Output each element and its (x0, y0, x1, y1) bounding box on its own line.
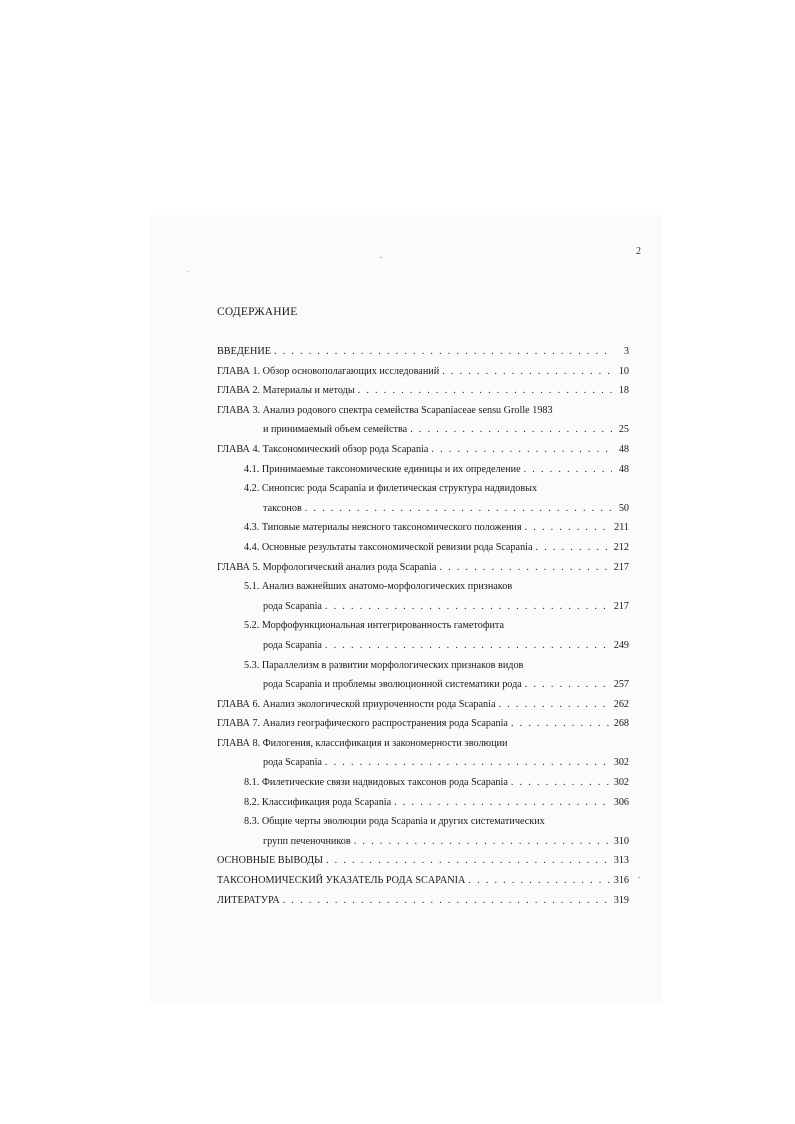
scan-speck (380, 257, 382, 258)
toc-entry-page: 302 (613, 757, 629, 769)
toc-entry (217, 832, 629, 852)
toc-entry-page: 310 (613, 835, 629, 847)
toc-entry-page: 10 (618, 365, 629, 377)
toc-entry (217, 597, 629, 617)
toc-dot-leader (305, 499, 612, 519)
toc-entry-title: групп печеночников (263, 835, 351, 847)
toc-entry (217, 714, 629, 734)
toc-entry-page: 262 (613, 698, 629, 710)
toc-dot-leader (431, 440, 612, 460)
toc-entry-title: ГЛАВА 3. Анализ родового спектра семейства Scapaniaceae sensu Grolle 1983 (217, 404, 553, 416)
toc-entry (217, 558, 629, 578)
toc-entry (217, 401, 629, 421)
toc-dot-leader (511, 773, 611, 793)
toc-entry (217, 342, 629, 362)
toc-entry-title: ГЛАВА 2. Материалы и методы (217, 385, 355, 397)
toc-entry-title: ГЛАВА 5. Морфологический анализ рода Scapania (217, 561, 437, 573)
toc-entry-page: 302 (613, 777, 629, 789)
table-of-contents (217, 342, 629, 910)
toc-entry-title: ГЛАВА 7. Анализ географического распространения рода Scapania (217, 718, 508, 730)
toc-entry-page: 18 (618, 385, 629, 397)
toc-dot-leader (536, 538, 611, 558)
toc-entry-title: рода Scapania (263, 757, 322, 769)
toc-dot-leader (326, 851, 611, 871)
toc-dot-leader (439, 558, 610, 578)
toc-entry (217, 773, 629, 793)
toc-entry-title: 5.3. Параллелизм в развитии морфологических признаков видов (244, 659, 524, 671)
toc-entry-title: ГЛАВА 6. Анализ экологической приуроченности рода Scapania (217, 698, 496, 710)
toc-entry-page: 217 (613, 600, 629, 612)
toc-entry-title: 4.2. Синопсис рода Scapania и филетическая структура надвидовых (244, 483, 538, 495)
toc-dot-leader (468, 871, 610, 891)
toc-entry-title: рода Scapania (263, 639, 322, 651)
toc-entry (217, 518, 629, 538)
toc-entry-title: рода Scapania и проблемы эволюционной систематики рода (263, 679, 522, 691)
toc-entry (217, 656, 629, 676)
toc-dot-leader (498, 695, 610, 715)
toc-entry-title: ГЛАВА 1. Обзор основополагающих исследований (217, 365, 440, 377)
toc-entry (217, 362, 629, 382)
toc-entry-title: ГЛАВА 4. Таксономический обзор рода Scapania (217, 443, 429, 455)
toc-entry-page: 319 (613, 894, 629, 906)
toc-entry-title: 8.3. Общие черты эволюции рода Scapania и других систематических (244, 816, 545, 828)
toc-entry-title: 4.3. Типовые материалы неясного таксономического положения (244, 522, 522, 534)
toc-dot-leader (283, 891, 611, 911)
toc-entry-page: 212 (613, 541, 629, 553)
toc-entry (217, 577, 629, 597)
toc-entry (217, 499, 629, 519)
toc-entry (217, 812, 629, 832)
toc-entry-page: 257 (613, 679, 629, 691)
toc-entry (217, 734, 629, 754)
toc-entry-title: 8.1. Филетические связи надвидовых таксонов рода Scapania (244, 777, 508, 789)
toc-entry-page: 211 (614, 522, 629, 534)
toc-entry (217, 460, 629, 480)
toc-entry-title: 8.2. Классификация рода Scapania (244, 796, 392, 808)
toc-entry-page: 313 (613, 855, 629, 867)
toc-dot-leader (525, 518, 612, 538)
toc-entry (217, 636, 629, 656)
toc-entry-page: 3 (623, 346, 629, 357)
toc-entry-title: ОСНОВНЫЕ ВЫВОДЫ (217, 855, 323, 867)
scan-speck (187, 271, 188, 272)
toc-entry-page: 50 (618, 502, 629, 514)
toc-dot-leader (274, 342, 612, 362)
toc-entry (217, 538, 629, 558)
toc-heading: СОДЕРЖАНИЕ (217, 306, 298, 318)
toc-entry (217, 675, 629, 695)
toc-dot-leader (354, 832, 611, 852)
toc-entry (217, 851, 629, 871)
toc-entry (217, 616, 629, 636)
toc-entry-title: ЛИТЕРАТУРА (217, 894, 280, 906)
toc-entry (217, 420, 629, 440)
toc-entry-title: 5.2. Морфофункциональная интегрированность гаметофита (244, 620, 504, 632)
toc-entry-page: 48 (618, 443, 629, 455)
toc-dot-leader (325, 753, 611, 773)
scan-speck (638, 877, 640, 878)
toc-entry-page: 316 (613, 875, 629, 887)
toc-dot-leader (358, 381, 612, 401)
toc-entry-title: и принимаемый объем семейства (263, 424, 408, 436)
toc-dot-leader (524, 460, 612, 480)
toc-entry-title: таксонов (263, 502, 302, 514)
toc-entry-title: рода Scapania (263, 600, 322, 612)
toc-entry-page: 306 (613, 796, 629, 808)
toc-entry (217, 381, 629, 401)
toc-entry-title: ВВЕДЕНИЕ (217, 346, 271, 357)
toc-dot-leader (325, 597, 611, 617)
page-number: 2 (636, 246, 641, 257)
toc-entry-page: 249 (613, 639, 629, 651)
toc-dot-leader (525, 675, 611, 695)
toc-dot-leader (410, 420, 612, 440)
toc-entry (217, 440, 629, 460)
toc-entry (217, 891, 629, 911)
toc-entry (217, 753, 629, 773)
toc-dot-leader (325, 636, 611, 656)
toc-entry-title: ТАКСОНОМИЧЕСКИЙ УКАЗАТЕЛЬ РОДА SCAPANIA (217, 875, 466, 887)
toc-dot-leader (442, 362, 612, 382)
toc-dot-leader (511, 714, 611, 734)
toc-entry (217, 871, 629, 891)
toc-entry (217, 793, 629, 813)
toc-entry-title: 4.4. Основные результаты таксономической ревизии рода Scapania (244, 541, 533, 553)
toc-entry-title: ГЛАВА 8. Филогения, классификация и закономерности эволюции (217, 737, 508, 749)
toc-entry-title: 4.1. Принимаемые таксономические единицы и их определение (244, 463, 521, 475)
toc-entry-title: 5.1. Анализ важнейших анатомо-морфологических признаков (244, 581, 513, 593)
toc-entry-page: 268 (613, 718, 629, 730)
toc-dot-leader (394, 793, 611, 813)
toc-entry (217, 479, 629, 499)
toc-entry (217, 695, 629, 715)
toc-entry-page: 25 (618, 424, 629, 436)
toc-entry-page: 48 (618, 463, 629, 475)
toc-entry-page: 217 (613, 561, 629, 573)
